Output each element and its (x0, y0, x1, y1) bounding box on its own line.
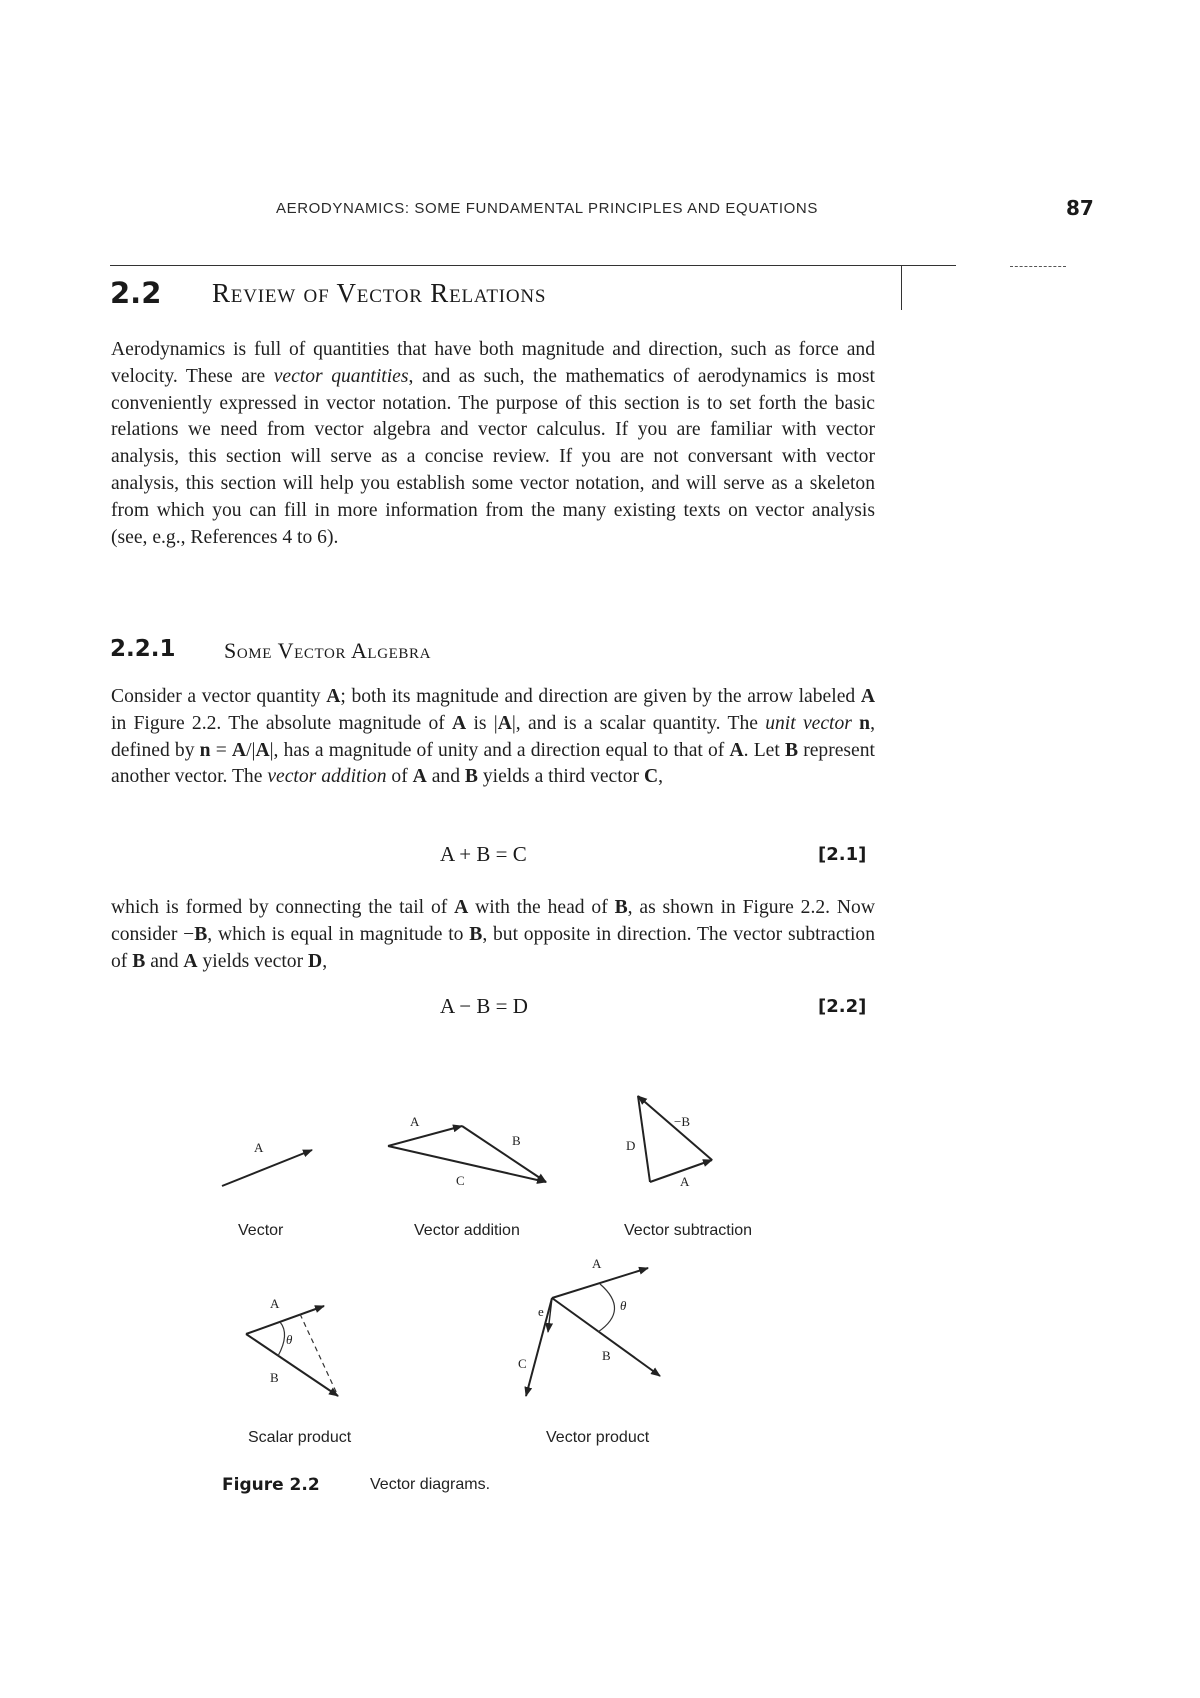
equation-2-2: A − B = D (440, 994, 528, 1018)
section-vertical-rule (901, 266, 902, 310)
scalar-caption: Scalar product (248, 1429, 352, 1446)
scalar-a-arrow (246, 1306, 324, 1334)
subsection-title: Some Vector Algebra (224, 638, 432, 663)
vector-label-a: A (254, 1140, 264, 1155)
subsection-paragraph-1: Consider a vector quantity A; both its magnitude and direction are given by the arrow labeled A in Figure 2.2. The absolute magnitude of A is |A|, and is a scalar quantity. The unit vector n, defined by n = A/|A|, has a magnitude of unity and a direction equal to that of A. Let B represent another vector. The vector addition of A and B yields a third vector C, (111, 686, 875, 788)
addition-label-c: C (456, 1173, 465, 1188)
figure-caption: Vector diagrams. (370, 1476, 491, 1493)
scalar-theta-arc (278, 1322, 285, 1356)
addition-c-arrow (388, 1146, 546, 1182)
scalar-label-a: A (270, 1296, 280, 1311)
panel-vector (222, 1140, 312, 1239)
section-paragraph-1: Aerodynamics is full of quantities that have both magnitude and direction, such as force and velocity. These are vector quantities, and as such, the mathematics of aerodynamics is most conveniently expressed in vector notation. The purpose of this section is to set forth the basic relations we need from vector algebra and vector calculus. If you are familiar with vector analysis, this section will serve as a concise review. If you are not conversant with vector analysis, this section will help you establish some vector notation, and will serve as a skeleton from which you can fill in more information from the many existing texts on vector analysis (see, e.g., References 4 to 6). (111, 339, 875, 548)
figure-2-2-vector-diagrams (200, 1070, 800, 1480)
addition-a-arrow (388, 1126, 462, 1146)
subtraction-label-neg-b: −B (674, 1114, 691, 1129)
section-title: Review of Vector Relations (212, 278, 547, 308)
product-label-b: B (602, 1348, 611, 1363)
subtraction-caption: Vector subtraction (624, 1222, 753, 1239)
product-label-e: e (538, 1304, 544, 1319)
section-number: 2.2 (110, 276, 162, 310)
addition-label-b: B (512, 1133, 521, 1148)
equation-number-2-2: [2.2] (818, 996, 867, 1017)
subsection-paragraph-2: which is formed by connecting the tail of A with the head of B, as shown in Figure 2.2. Now consider −B, which is equal in magnitude to B, but opposite in direction. The vector subtraction of B and A yields vector D, (111, 897, 876, 972)
equation-2-1: A + B = C (440, 842, 527, 866)
header-rule (110, 265, 956, 266)
vector-caption: Vector (238, 1222, 284, 1239)
panel-vector-subtraction (624, 1096, 752, 1239)
addition-caption: Vector addition (414, 1222, 520, 1239)
panel-scalar-product (246, 1296, 352, 1446)
page-number: 87 (1066, 196, 1094, 220)
product-label-theta: θ (620, 1298, 627, 1313)
addition-label-a: A (410, 1114, 420, 1129)
product-b-arrow (552, 1298, 660, 1376)
figure-label: Figure 2.2 (222, 1475, 320, 1495)
subtraction-d-arrow (638, 1096, 650, 1182)
vector-a-arrow (222, 1150, 312, 1186)
product-a-arrow (552, 1268, 648, 1298)
subtraction-label-a: A (680, 1174, 690, 1189)
product-caption: Vector product (546, 1429, 650, 1446)
header-rule-dashed (1010, 266, 1066, 267)
equation-number-2-1: [2.1] (818, 844, 867, 865)
panel-vector-addition (388, 1114, 546, 1239)
scalar-label-b: B (270, 1370, 279, 1385)
product-theta-arc (598, 1284, 615, 1332)
running-head: AERODYNAMICS: SOME FUNDAMENTAL PRINCIPLES AND EQUATIONS (276, 200, 818, 217)
subtraction-label-d: D (626, 1138, 636, 1153)
product-label-a: A (592, 1256, 602, 1271)
addition-b-arrow (462, 1126, 546, 1182)
scalar-label-theta: θ (286, 1332, 293, 1347)
product-label-c: C (518, 1356, 527, 1371)
panel-vector-product (518, 1256, 660, 1446)
subsection-number: 2.2.1 (110, 636, 176, 662)
